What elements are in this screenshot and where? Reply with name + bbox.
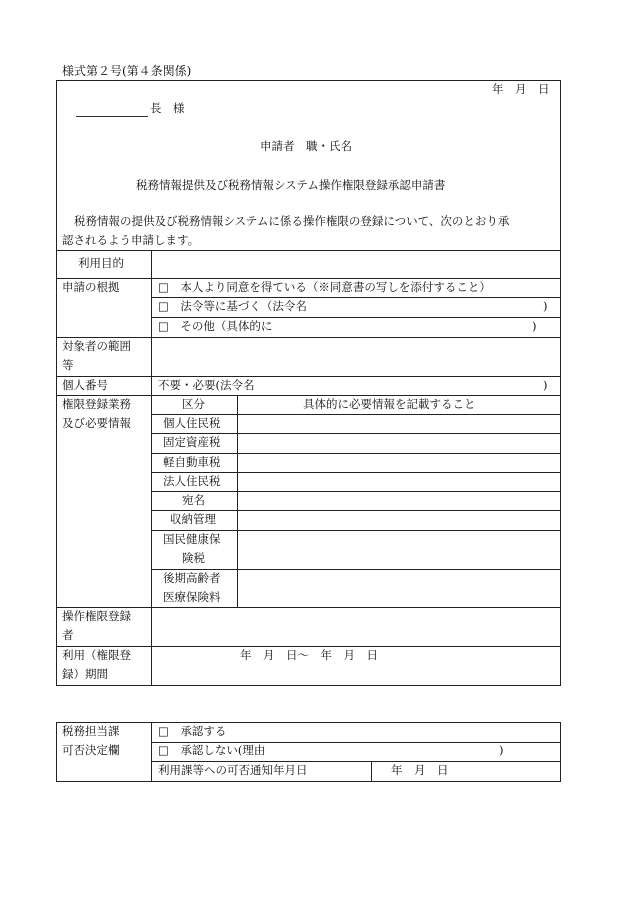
kubun-item-kouki-line1: 後期高齢者 [163,571,221,585]
decision-row-line [151,761,561,762]
row-line [151,510,561,511]
mynumber-close-paren: ) [543,378,548,392]
mynumber-value[interactable]: 不要・必要(法令名 [158,378,255,392]
kubun-item: 収納管理 [170,512,216,526]
decision-border-bottom [56,781,561,782]
row-line [151,433,561,434]
basis-option-law[interactable]: □ 法令等に基づく（法令名 [158,299,307,313]
kubun-item-kokuho-line2: 険税 [182,551,205,565]
decision-approve-option[interactable]: □ 承認する [158,724,227,738]
kubun-item: 宛名 [182,493,205,507]
row-line [56,278,561,279]
decision-notice-date[interactable]: 年 月 日 [391,763,449,777]
period-label-line2: 録）期間 [62,667,108,681]
target-field[interactable] [155,345,555,371]
mynumber-label: 個人番号 [62,378,108,392]
row-line [151,472,561,473]
decision-notice-divider [371,761,372,782]
kubun-item-kokuho-line1: 国民健康保 [163,532,221,546]
decision-reject-option[interactable]: □ 承認しない(理由 [158,743,266,757]
operator-field[interactable] [155,614,555,642]
kubun-header: 区分 [182,397,205,411]
row-line [151,297,561,298]
basis-other-close-paren: ) [532,319,537,333]
main-border-bottom [56,685,561,686]
intro-line-1: 税務情報の提供及び税務情報システムに係る操作権限の登録について、次のとおり承 [74,214,510,228]
form-title: 税務情報提供及び税務情報システム操作権限登録承認申請書 [136,178,446,192]
operator-label-line2: 者 [62,628,74,642]
row-line [56,607,561,608]
decision-label-divider [151,722,152,782]
decision-notice-label: 利用課等への可否通知年月日 [158,763,308,777]
row-line [151,569,561,570]
kubun-item: 固定資産税 [163,435,221,449]
decision-border-right [560,722,561,782]
form-number: 様式第２号(第４条関係) [62,64,192,78]
period-value[interactable]: 年 月 日～ 年 月 日 [240,648,378,662]
row-line [151,453,561,454]
label-column-divider [151,250,152,686]
purpose-label: 利用目的 [78,256,124,270]
row-line [56,646,561,647]
decision-border-top [56,722,561,723]
basis-law-close-paren: ) [543,299,548,313]
decision-border-left [56,722,57,782]
row-line [56,337,561,338]
purpose-field[interactable] [155,258,555,274]
business-label-line1: 権限登録業務 [62,397,131,411]
addressee-blank-line[interactable] [76,116,148,117]
intro-line-2: 認されるよう申請します。 [62,233,200,247]
decision-label-line1: 税務担当課 [62,724,120,738]
row-line [151,530,561,531]
decision-label-line2: 可否決定欄 [62,743,120,757]
addressee-suffix: 長 様 [150,101,185,115]
kubun-column-divider [237,395,238,608]
main-border-top [56,80,561,81]
row-line [151,317,561,318]
target-label-line2: 等 [62,358,74,372]
target-label-line1: 対象者の範囲 [62,339,131,353]
basis-label: 申請の根拠 [62,280,120,294]
row-line [56,250,561,251]
operator-label-line1: 操作権限登録 [62,609,131,623]
kubun-item: 法人住民税 [163,474,221,488]
kubun-item-kouki-line2: 医療保険料 [163,590,221,604]
main-border-right [560,80,561,686]
kubun-item: 軽自動車税 [163,455,221,469]
row-line [56,376,561,377]
period-label-line1: 利用（権限登 [62,648,131,662]
business-label-line2: 及び必要情報 [62,416,131,430]
applicant-label: 申請者 職・氏名 [260,139,352,153]
detail-header: 具体的に必要情報を記載すること [303,397,476,411]
decision-reject-close-paren: ) [499,743,504,757]
basis-option-consent[interactable]: □ 本人より同意を得ている（※同意書の写しを添付すること） [158,280,491,294]
date-line: 年 月 日 [492,82,550,96]
kubun-item: 個人住民税 [163,416,221,430]
row-line [151,491,561,492]
main-border-left [56,80,57,686]
row-line [56,395,561,396]
row-line [151,414,561,415]
basis-option-other[interactable]: □ その他（具体的に [158,319,273,333]
